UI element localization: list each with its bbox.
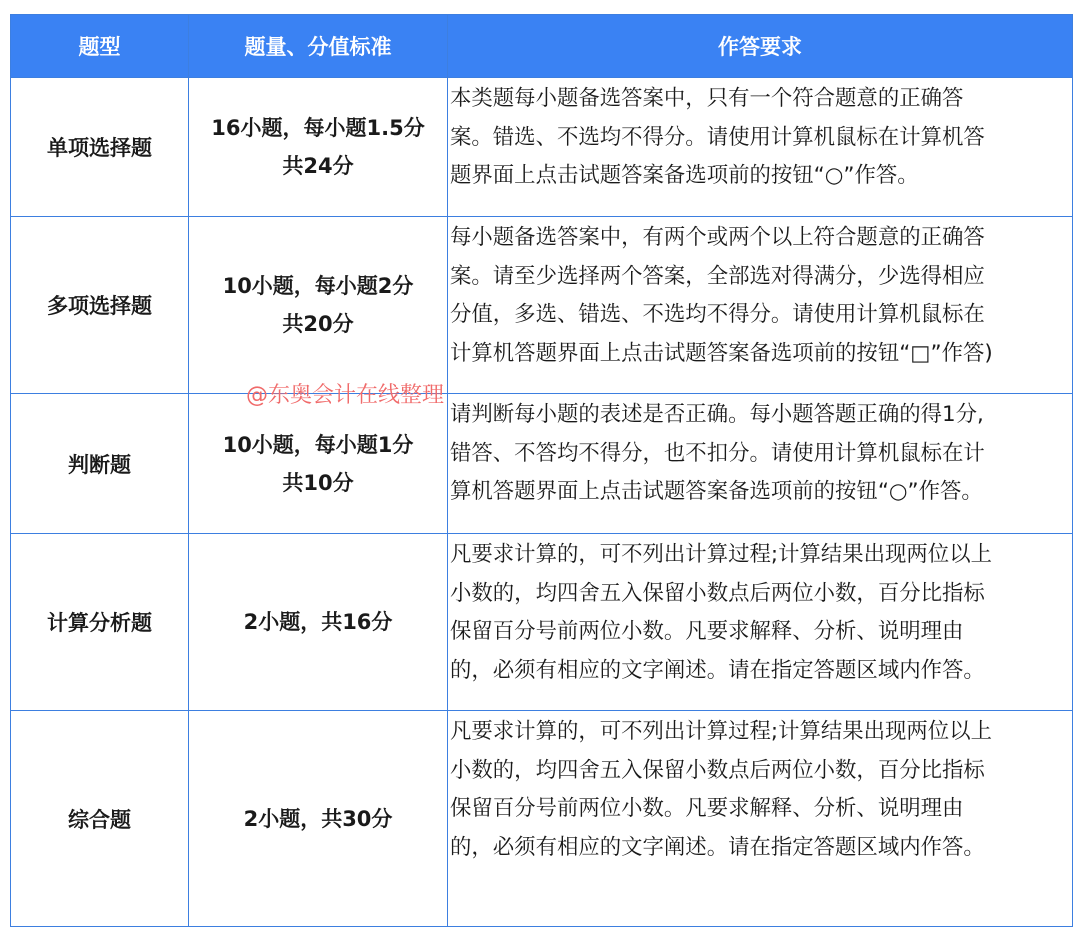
- score-cell: [189, 534, 448, 711]
- requirement-line: 请判断每小题的表述是否正确。每小题答题正确的得1分,: [450, 402, 984, 427]
- score-cell: [189, 394, 448, 534]
- question-type-cell: 单项选择题: [11, 78, 189, 217]
- table-header: [11, 15, 1073, 78]
- table-row: [11, 394, 1073, 534]
- requirement-line: 的，必须有相应的文字阐述。请在指定答题区域内作答。: [450, 834, 985, 860]
- question-type-cell: 判断题: [11, 394, 189, 534]
- table-row: [11, 711, 1073, 927]
- header-score-standard: 题量、分值标准: [189, 15, 448, 78]
- score-line: 共24分: [282, 154, 354, 178]
- score-line: 10小题，每小题2分: [222, 274, 414, 298]
- requirement-line: 计算机答题界面上点击试题答案备选项前的按钮“□”作答): [450, 340, 993, 366]
- score-cell: [189, 78, 448, 217]
- score-line: 10小题，每小题1分: [222, 432, 414, 457]
- requirement-line: 案。错选、不选均不得分。请使用计算机鼠标在计算机答: [450, 124, 985, 150]
- watermark-text: @东奥会计在线整理: [246, 383, 445, 408]
- header-question-type: 题型: [11, 15, 189, 78]
- requirement-line: 本类题每小题备选答案中，只有一个符合题意的正确答: [450, 86, 964, 111]
- score-line: 2小题，共16分: [243, 610, 393, 634]
- table-row: [11, 217, 1073, 394]
- requirement-line: 的，必须有相应的文字阐述。请在指定答题区域内作答。: [450, 657, 985, 683]
- table-row: [11, 534, 1073, 711]
- exam-format-table: [10, 14, 1073, 927]
- score-line: 2小题，共30分: [243, 806, 393, 831]
- requirement-cell: [448, 217, 1073, 394]
- requirement-line: 案。请至少选择两个答案，全部选对得满分，少选得相应: [450, 263, 985, 289]
- requirement-line: 凡要求计算的，可不列出计算过程;计算结果出现两位以上: [450, 719, 992, 744]
- requirement-cell: [448, 534, 1073, 711]
- requirement-line: 保留百分号前两位小数。凡要求解释、分析、说明理由: [450, 796, 964, 821]
- score-line: 共20分: [282, 312, 354, 336]
- requirement-line: 每小题备选答案中，有两个或两个以上符合题意的正确答: [450, 225, 985, 250]
- requirement-cell: [448, 711, 1073, 927]
- score-cell: [189, 217, 448, 394]
- table-row: [11, 78, 1073, 217]
- question-type-cell: 综合题: [11, 711, 189, 927]
- requirement-line: 保留百分号前两位小数。凡要求解释、分析、说明理由: [450, 619, 964, 644]
- requirement-line: 小数的，均四舍五入保留小数点后两位小数，百分比指标: [450, 757, 985, 783]
- question-type-cell: 多项选择题: [11, 217, 189, 394]
- requirement-cell: [448, 78, 1073, 217]
- requirement-line: 错答、不答均不得分，也不扣分。请使用计算机鼠标在计: [450, 440, 985, 466]
- requirement-line: 小数的，均四舍五入保留小数点后两位小数，百分比指标: [450, 580, 985, 606]
- score-cell: [189, 711, 448, 927]
- requirement-line: 分值，多选、错选、不选均不得分。请使用计算机鼠标在: [450, 302, 985, 327]
- question-type-cell: 计算分析题: [11, 534, 189, 711]
- requirement-line: 算机答题界面上点击试题答案备选项前的按钮“○”作答。: [450, 479, 983, 504]
- requirement-cell: [448, 394, 1073, 534]
- score-line: 共10分: [282, 470, 354, 495]
- requirement-line: 题界面上点击试题答案备选项前的按钮“○”作答。: [450, 163, 919, 188]
- requirement-line: 凡要求计算的，可不列出计算过程;计算结果出现两位以上: [450, 542, 992, 567]
- score-line: 16小题，每小题1.5分: [211, 116, 425, 140]
- header-answer-requirement: 作答要求: [448, 15, 1073, 78]
